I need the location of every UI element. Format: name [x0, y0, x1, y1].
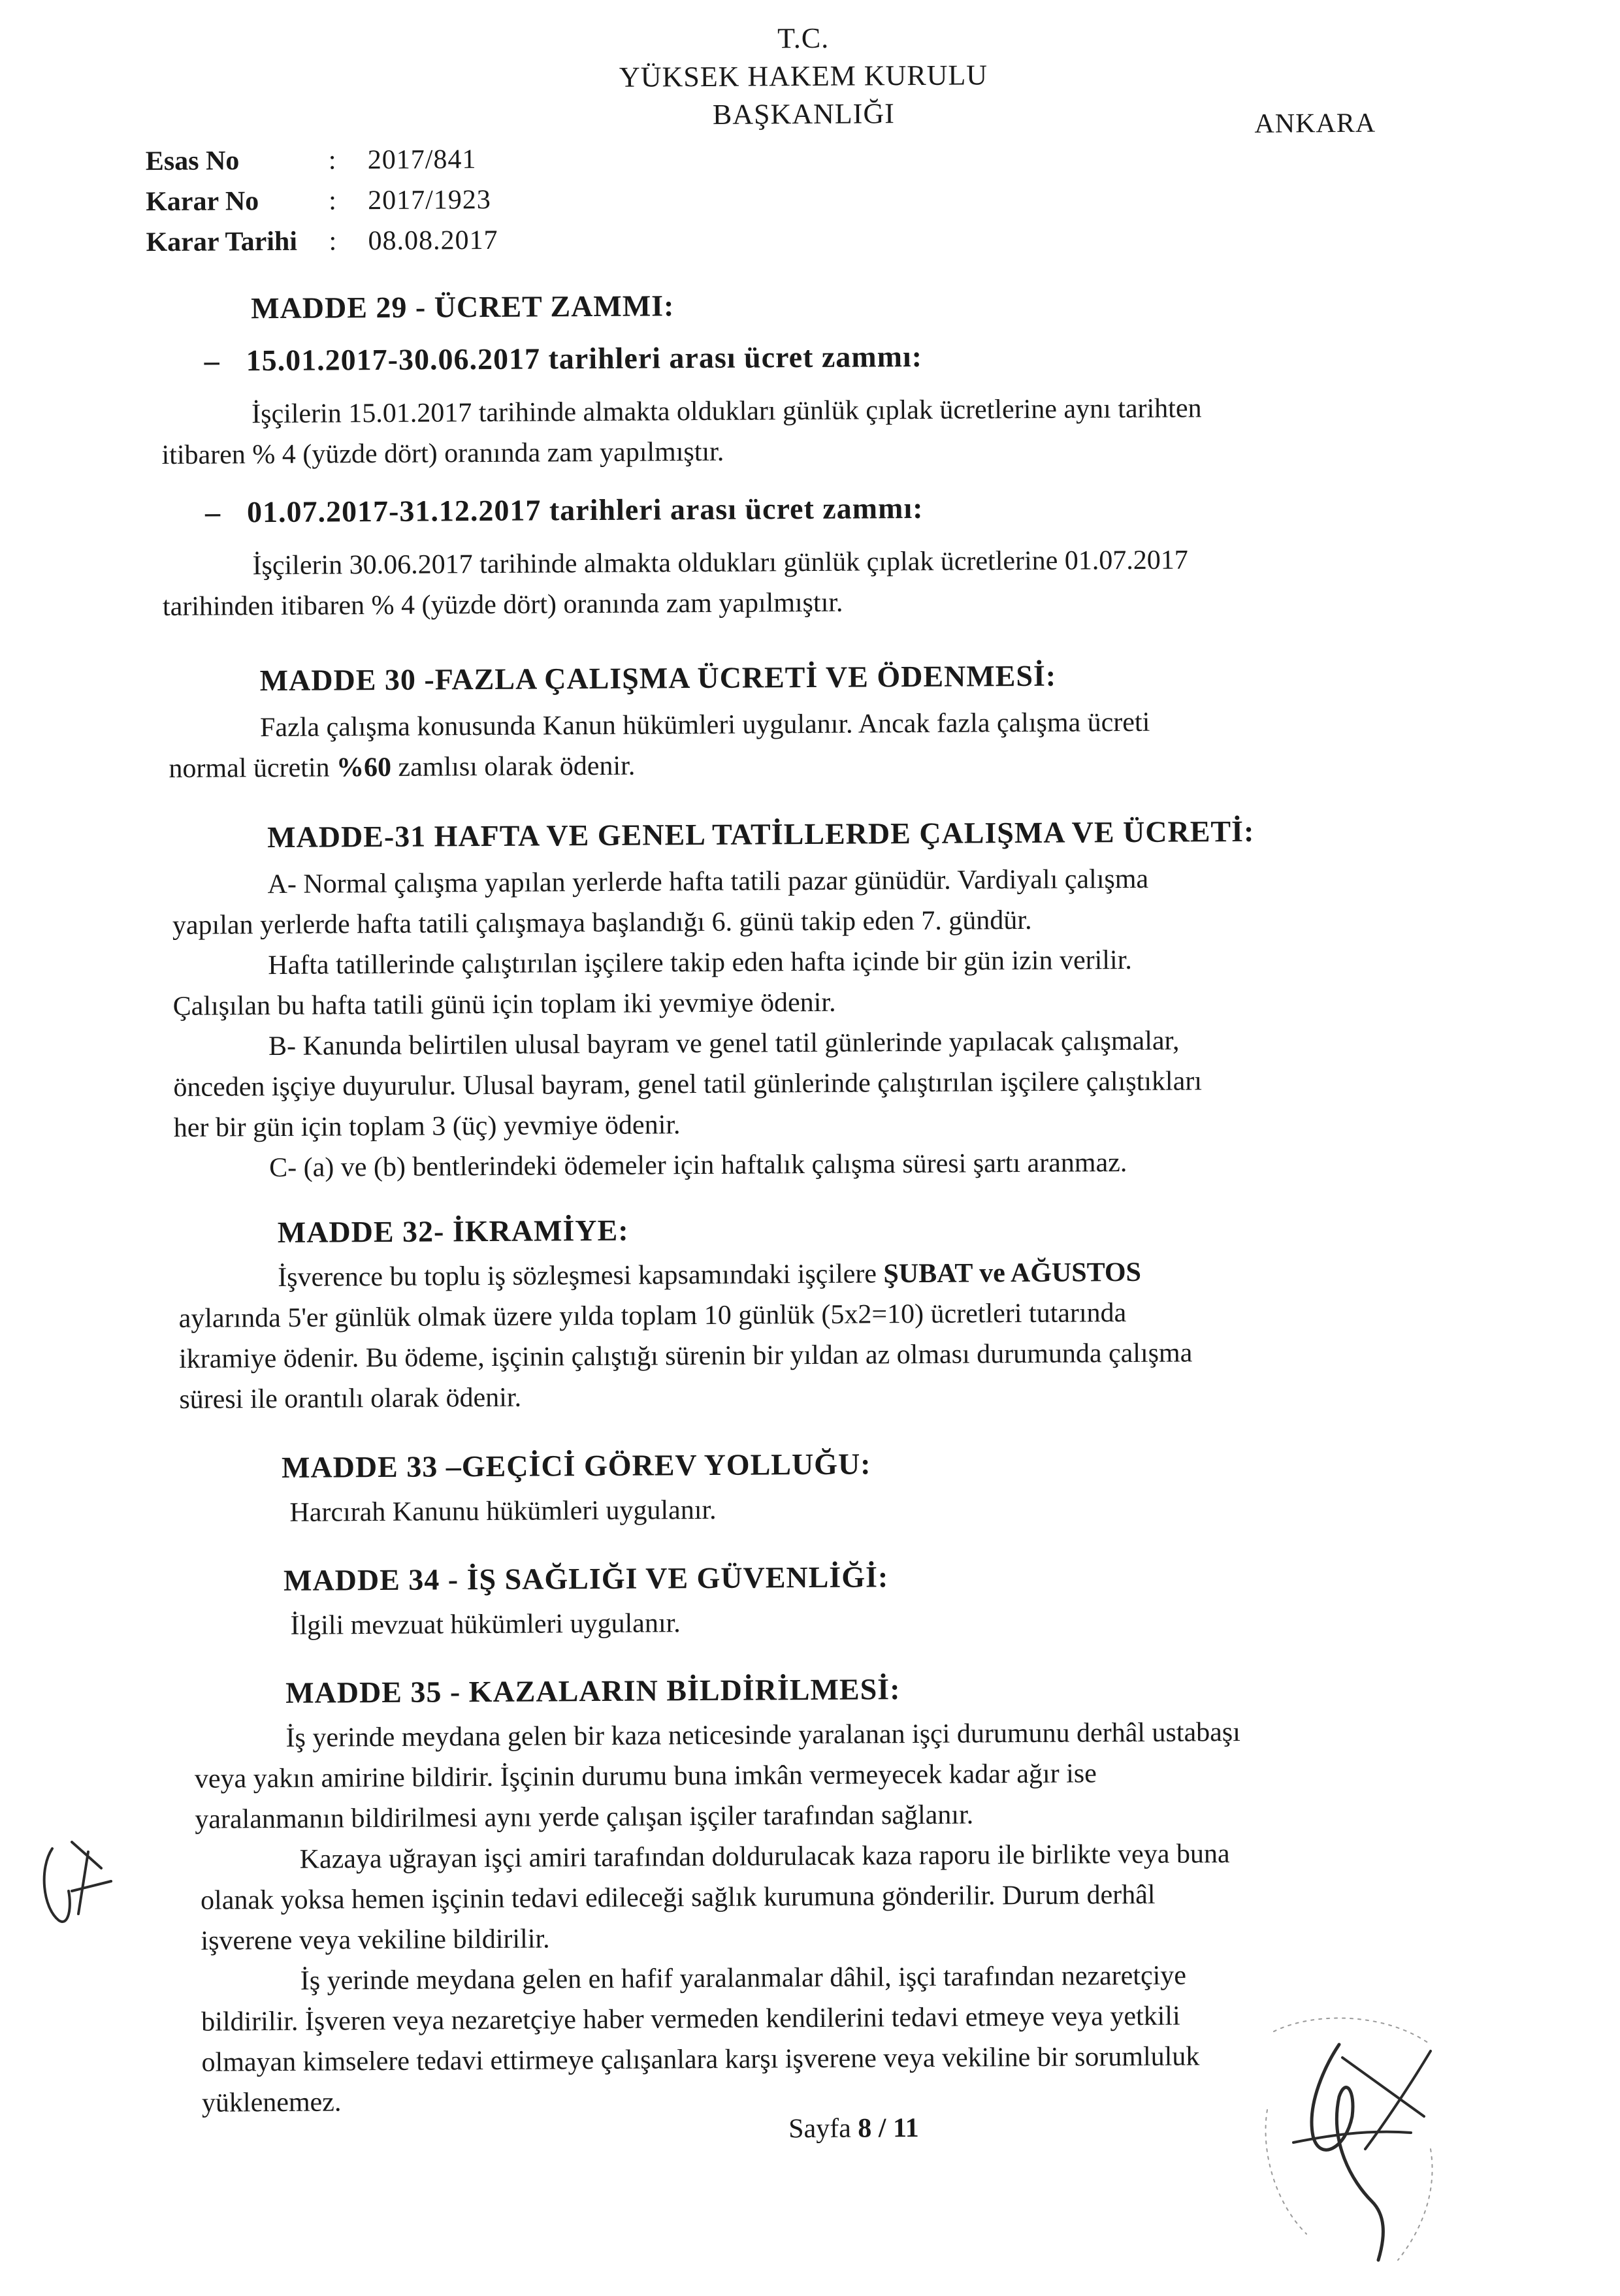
madde-31-a1: A- Normal çalışma yapılan yerlerde hafta tatili pazar günüdür. Vardiyalı çalışma: [267, 864, 1149, 900]
madde-31-b1: B- Kanunda belirtilen ulusal bayram ve genel tatil günlerinde yapılacak çalışmalar,: [268, 1026, 1180, 1062]
madde-32-title: MADDE 32- İKRAMİYE:: [277, 1213, 629, 1249]
madde-35-p8: bildirilir. İşveren veya nezaretçiye haber vermeden kendilerini tedavi etmeye veya yetkili: [201, 2001, 1180, 2037]
madde-29-p2a: İşçilerin 30.06.2017 tarihinde almakta oldukları günlük çıplak ücretlerine 01.07.2017: [252, 545, 1188, 581]
dash: –: [204, 495, 221, 529]
page-current: 8: [858, 2113, 872, 2144]
madde-30-rate: %60: [336, 752, 392, 783]
madde-31-title: MADDE-31 HAFTA VE GENEL TATİLLERDE ÇALIŞMA VE ÜCRETİ:: [267, 814, 1255, 854]
madde-30-p2: [169, 741, 1403, 789]
city-label: ANKARA: [1254, 108, 1376, 139]
case-meta: [146, 139, 498, 263]
madde-35-p10: yüklenemez.: [201, 2087, 342, 2118]
tarih-row: [146, 220, 498, 263]
madde-29-sub2-text: 01.07.2017-31.12.2017 tarihleri arası ücret zammı:: [246, 491, 924, 529]
page-prefix: Sayfa: [788, 2113, 858, 2144]
page-number: [788, 2112, 919, 2144]
madde-35-p3: yaralanmanın bildirilmesi aynı yerde çalışan işçiler tarafından sağlanır.: [195, 1800, 974, 1835]
header-institution: YÜKSEK HAKEM KURULU: [619, 59, 988, 93]
madde-31-c1: C- (a) ve (b) bentlerindeki ödemeler için haftalık çalışma süresi şartı aranmaz.: [269, 1148, 1127, 1184]
karar-row: [146, 180, 498, 222]
tarih-label: Karar Tarihi: [146, 226, 298, 258]
madde-32-p3: ikramiye ödenir. Bu ödeme, işçinin çalıştığı sürenin bir yıldan az olması durumunda çalışma: [178, 1338, 1193, 1374]
colon: :: [328, 145, 336, 176]
madde-31-b3: her bir gün için toplam 3 (üç) yevmiye ödenir.: [173, 1110, 681, 1143]
esas-label: Esas No: [145, 146, 240, 177]
madde-32-months: ŞUBAT ve AĞUSTOS: [883, 1257, 1142, 1289]
madde-34-p1: İlgili mevzuat hükümleri uygulanır.: [290, 1608, 681, 1641]
madde-30-p1: Fazla çalışma konusunda Kanun hükümleri uygulanır. Ancak fazla çalışma ücreti: [259, 707, 1150, 743]
madde-32-p1: [278, 1250, 1414, 1298]
madde-31-a4: Çalışılan bu hafta tatili günü için toplam iki yevmiye ödenir.: [172, 987, 836, 1022]
esas-row: [146, 139, 498, 182]
dash: –: [204, 344, 220, 378]
madde-35-p1: İş yerinde meydana gelen bir kaza neticesinde yaralanan işçi durumunu derhâl ustabaşı: [285, 1717, 1240, 1753]
madde-35-p9: olmayan kimselere tedavi ettirmeye çalışanlara karşı işverene veya vekiline bir sorumluluk: [201, 2041, 1200, 2078]
madde-31-a2: yapılan yerlerde hafta tatili çalışmaya başlandığı 6. günü takip eden 7. gündür.: [172, 905, 1032, 941]
madde-35-p6: işverene veya vekiline bildirilir.: [201, 1924, 550, 1956]
karar-label: Karar No: [146, 186, 259, 218]
margin-handwriting-icon: [33, 1829, 124, 1940]
madde-32-p2: aylarında 5'er günlük olmak üzere yılda toplam 10 günlük (5x2=10) ücretleri tutarında: [178, 1298, 1127, 1334]
madde-32-p4: süresi ile orantılı olarak ödenir.: [179, 1382, 522, 1415]
madde-31-a3: Hafta tatillerinde çalıştırılan işçilere takip eden hafta içinde bir gün izin verilir.: [268, 945, 1132, 981]
madde-29-sub1: [204, 339, 923, 378]
madde-35-p2: veya yakın amirine bildirir. İşçinin durumu buna imkân vermeyecek kadar ağır ise: [194, 1758, 1097, 1794]
madde-31-b2: önceden işçiye duyurulur. Ulusal bayram, genel tatil günlerinde çalıştırılan işçilere çalıştıkları: [173, 1066, 1203, 1103]
esas-value: 2017/841: [367, 144, 477, 176]
madde-32-p1a: İşverence bu toplu iş sözleşmesi kapsamındaki işçilere: [278, 1259, 884, 1293]
madde-29-p1b: itibaren % 4 (yüzde dört) oranında zam yapılmıştır.: [161, 436, 724, 471]
madde-30-p2a: normal ücretin: [169, 752, 337, 784]
signature-icon: [1215, 1953, 1463, 2293]
madde-35-title: MADDE 35 - KAZALARIN BİLDİRİLMESİ:: [285, 1672, 901, 1709]
colon: :: [329, 226, 337, 257]
madde-35-p7: İş yerinde meydana gelen en hafif yaralanmalar dâhil, işçi tarafından nezaretçiye: [300, 1960, 1187, 1996]
madde-30-title: MADDE 30 -FAZLA ÇALIŞMA ÜCRETİ VE ÖDENMESİ:: [259, 658, 1057, 698]
madde-29-title: MADDE 29 - ÜCRET ZAMMI:: [251, 289, 675, 325]
madde-29-p2b: tarihinden itibaren % 4 (yüzde dört) oranında zam yapılmıştır.: [162, 587, 843, 623]
madde-35-p4: Kazaya uğrayan işçi amiri tarafından doldurulacak kaza raporu ile birlikte veya buna: [299, 1839, 1230, 1875]
karar-value: 2017/1923: [368, 184, 491, 216]
colon: :: [329, 186, 336, 216]
madde-30-p2c: zamlısı olarak ödenir.: [391, 751, 636, 783]
header-tc: T.C.: [777, 22, 830, 55]
madde-29-sub1-text: 15.01.2017-30.06.2017 tarihleri arası ücret zammı:: [246, 339, 923, 378]
tarih-value: 08.08.2017: [368, 225, 498, 257]
madde-35-p5: olanak yoksa hemen işçinin tedavi edileceği sağlık kurumuna gönderilir. Durum derhâl: [200, 1879, 1156, 1916]
page-sep: /: [871, 2113, 894, 2144]
header-presidency: BAŞKANLIĞI: [712, 97, 895, 131]
page-total: 11: [892, 2113, 919, 2144]
madde-29-sub2: [205, 491, 924, 530]
madde-29-p1a: İşçilerin 15.01.2017 tarihinde almakta oldukları günlük çıplak ücretlerine aynı tarihten: [251, 393, 1202, 430]
madde-33-title: MADDE 33 –GEÇİCİ GÖREV YOLLUĞU:: [281, 1447, 871, 1484]
madde-34-title: MADDE 34 - İŞ SAĞLIĞI VE GÜVENLİĞİ:: [283, 1560, 889, 1597]
madde-33-p1: Harcırah Kanunu hükümleri uygulanır.: [289, 1495, 717, 1528]
